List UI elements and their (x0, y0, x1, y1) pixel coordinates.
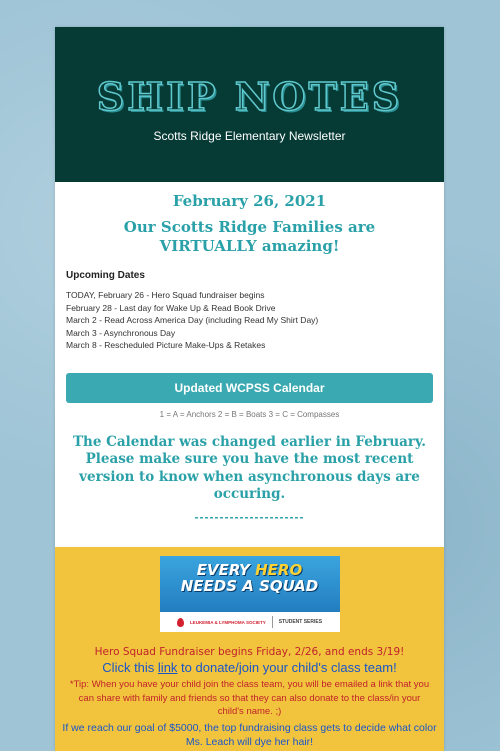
calendar-button[interactable]: Updated WCPSS Calendar (66, 373, 433, 403)
banner-hero: HERO (255, 561, 303, 579)
newsletter-body (55, 192, 444, 524)
headline: Our Scotts Ridge Families are VIRTUALLY amazing! (123, 218, 376, 255)
upcoming-dates-list (66, 289, 433, 352)
donate-prefix: Click this (102, 660, 158, 675)
banner-squad: NEEDS A SQUAD (180, 577, 319, 595)
donate-suffix: to donate/join your child's class team! (177, 660, 397, 675)
donate-line (55, 660, 444, 676)
fundraiser-goal: If we reach our goal of $5000, the top fundraising class gets to decide what color Ms. Leach will dye her hair! (62, 721, 437, 748)
lls-logo-text: LEUKEMIA & LYMPHOMA SOCIETY (189, 619, 266, 625)
issue-date: February 26, 2021 (172, 192, 327, 210)
fundraiser-dates: Hero Squad Fundraiser begins Friday, 2/26, and ends 3/19! (94, 646, 405, 658)
divider: ---------------------- (194, 509, 305, 524)
student-series-text: STUDENT SERIES (278, 619, 323, 625)
newsletter-subtitle: Scotts Ridge Elementary Newsletter (153, 129, 346, 143)
newsletter-card (55, 27, 444, 751)
newsletter-header (55, 27, 444, 182)
upcoming-dates-title: Upcoming Dates (66, 270, 145, 281)
calendar-legend: 1 = A = Anchors 2 = B = Boats 3 = C = Compasses (159, 409, 340, 419)
list-item: March 8 - Rescheduled Picture Make-Ups & Retakes (66, 340, 266, 350)
newsletter-title: SHIP NOTES (96, 74, 403, 119)
banner-separator (272, 616, 273, 628)
list-item: March 3 - Asynchronous Day (66, 327, 176, 338)
fundraiser-tip: *Tip: When you have your child join the class team, you will be emailed a link that you can share with family and friends so that they can also donate to the class/in your child's name. ;) (69, 679, 430, 717)
banner-footer (160, 612, 340, 632)
fundraiser-section (55, 547, 444, 751)
banner-text (160, 562, 340, 594)
list-item: TODAY, February 26 - Hero Squad fundraiser begins (66, 290, 265, 300)
donate-link[interactable]: link (157, 660, 178, 675)
blood-drop-icon (177, 618, 184, 627)
list-item: March 2 - Read Across America Day (including Read My Shirt Day) (66, 315, 319, 325)
list-item: February 28 - Last day for Wake Up & Read Book Drive (66, 302, 276, 313)
banner-every: EVERY (196, 561, 256, 579)
calendar-notice: The Calendar was changed earlier in February. Please make sure you have the most recent version to know when asynchronous days are occuring. (72, 433, 427, 502)
hero-squad-banner[interactable] (160, 556, 340, 632)
